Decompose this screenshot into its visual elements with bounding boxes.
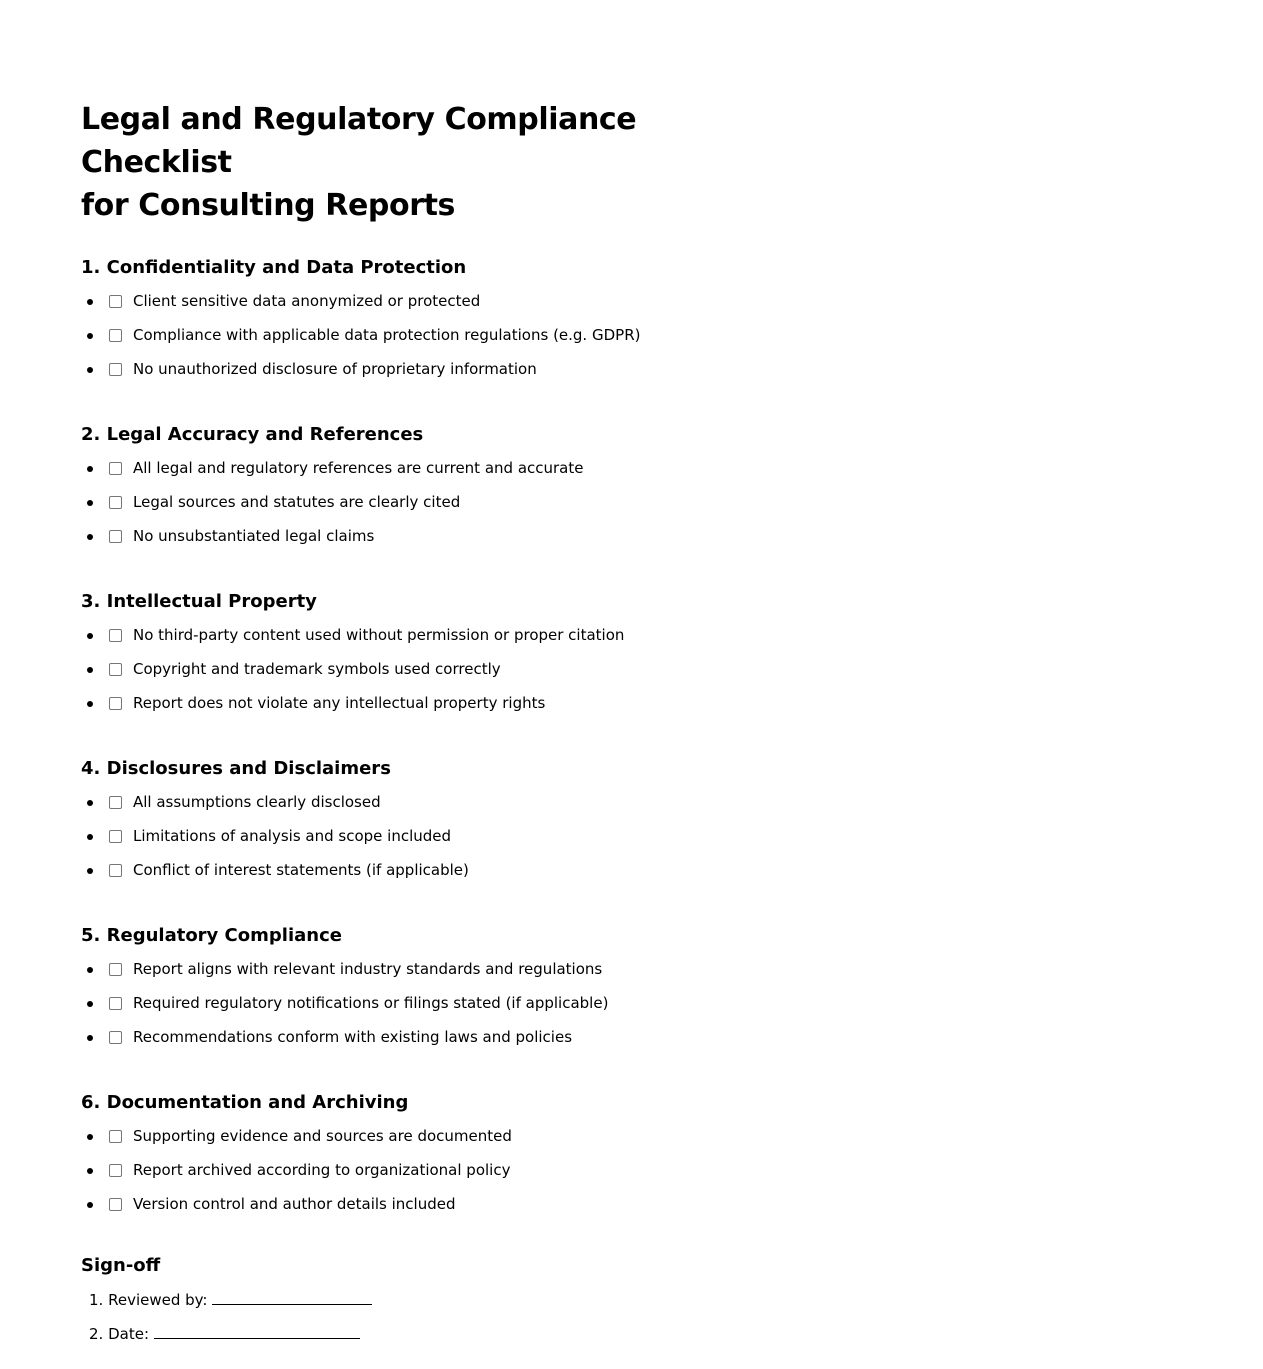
document <box>81 98 781 1354</box>
checklist-item-label: Required regulatory notifications or filings stated (if applicable) <box>133 994 609 1012</box>
checklist-item-label: Supporting evidence and sources are documented <box>133 1127 512 1145</box>
checklist-item <box>81 857 781 891</box>
bullet-icon <box>87 633 93 639</box>
bullet-icon <box>87 967 93 973</box>
bullet-icon <box>87 1134 93 1140</box>
checklist-item-label: Report aligns with relevant industry standards and regulations <box>133 960 603 978</box>
checklist-item-label: Copyright and trademark symbols used correctly <box>133 660 501 678</box>
bullet-icon <box>87 500 93 506</box>
checkbox[interactable] <box>109 629 122 642</box>
section-heading: 6. Documentation and Archiving <box>81 1092 409 1113</box>
checklist-item <box>81 656 781 690</box>
checkbox[interactable] <box>109 329 122 342</box>
checklist-section <box>81 756 781 891</box>
checklist-section <box>81 255 781 390</box>
signoff-heading: Sign-off <box>81 1255 161 1276</box>
bullet-icon <box>87 299 93 305</box>
checklist-item <box>81 356 781 390</box>
signoff-section <box>81 1253 781 1354</box>
checklist-item-label: Compliance with applicable data protection regulations (e.g. GDPR) <box>133 326 641 344</box>
checklist-item-label: No third-party content used without permission or proper citation <box>133 626 625 644</box>
checklist-item <box>81 622 781 656</box>
checklist-item <box>81 489 781 523</box>
bullet-icon <box>87 701 93 707</box>
checklist-item <box>81 789 781 823</box>
checklist-items <box>81 455 781 557</box>
bullet-icon <box>87 1035 93 1041</box>
signoff-list <box>81 1286 781 1354</box>
bullet-icon <box>87 534 93 540</box>
checklist-item-label: All legal and regulatory references are current and accurate <box>133 459 584 477</box>
checkbox[interactable] <box>109 295 122 308</box>
signoff-label: Reviewed by: <box>108 1291 208 1309</box>
section-heading: 3. Intellectual Property <box>81 591 317 612</box>
checkbox[interactable] <box>109 496 122 509</box>
checkbox[interactable] <box>109 963 122 976</box>
section-heading: 4. Disclosures and Disclaimers <box>81 758 391 779</box>
checklist-item-label: Conflict of interest statements (if applicable) <box>133 861 469 879</box>
checklist-item <box>81 322 781 356</box>
checkbox[interactable] <box>109 697 122 710</box>
checklist-item-label: Report archived according to organizational policy <box>133 1161 511 1179</box>
checklist-item-label: All assumptions clearly disclosed <box>133 793 381 811</box>
checklist-item <box>81 990 781 1024</box>
bullet-icon <box>87 834 93 840</box>
reviewed-by-blank-field[interactable] <box>212 1286 372 1305</box>
checklist-item-label: No unauthorized disclosure of proprietary information <box>133 360 537 378</box>
checklist-item <box>81 956 781 990</box>
checkbox[interactable] <box>109 1198 122 1211</box>
checkbox[interactable] <box>109 830 122 843</box>
checkbox[interactable] <box>109 864 122 877</box>
checklist-item-label: Limitations of analysis and scope included <box>133 827 452 845</box>
checkbox[interactable] <box>109 1164 122 1177</box>
checklist-section <box>81 589 781 724</box>
page-title-line-1: Legal and Regulatory Compliance Checklist <box>81 102 637 180</box>
section-heading: 5. Regulatory Compliance <box>81 925 342 946</box>
bullet-icon <box>87 1001 93 1007</box>
checklist-items <box>81 789 781 891</box>
signoff-date <box>81 1320 781 1354</box>
signoff-reviewed-by <box>81 1286 781 1320</box>
checklist-item-label: Recommendations conform with existing laws and policies <box>133 1028 573 1046</box>
checklist-section <box>81 923 781 1058</box>
checklist-item <box>81 288 781 322</box>
checklist-item-label: Version control and author details included <box>133 1195 456 1213</box>
page-title <box>81 98 781 227</box>
section-heading: 1. Confidentiality and Data Protection <box>81 257 467 278</box>
signoff-label: Date: <box>108 1325 149 1343</box>
checklist-item <box>81 1191 781 1225</box>
bullet-icon <box>87 333 93 339</box>
checklist-section <box>81 422 781 557</box>
bullet-icon <box>87 1168 93 1174</box>
checkbox[interactable] <box>109 796 122 809</box>
checklist-items <box>81 288 781 390</box>
checklist-section <box>81 1090 781 1225</box>
checkbox[interactable] <box>109 1130 122 1143</box>
checkbox[interactable] <box>109 462 122 475</box>
bullet-icon <box>87 800 93 806</box>
checklist-item <box>81 823 781 857</box>
checklist-item-label: No unsubstantiated legal claims <box>133 527 375 545</box>
bullet-icon <box>87 1202 93 1208</box>
bullet-icon <box>87 367 93 373</box>
checklist-item <box>81 455 781 489</box>
checklist-items <box>81 1123 781 1225</box>
checklist-items <box>81 622 781 724</box>
bullet-icon <box>87 868 93 874</box>
section-heading: 2. Legal Accuracy and References <box>81 424 424 445</box>
checklist-sections <box>81 255 781 1225</box>
checklist-item <box>81 1123 781 1157</box>
checkbox[interactable] <box>109 997 122 1010</box>
checklist-item <box>81 523 781 557</box>
checklist-item-label: Client sensitive data anonymized or protected <box>133 292 481 310</box>
checklist-items <box>81 956 781 1058</box>
checklist-item-label: Legal sources and statutes are clearly cited <box>133 493 461 511</box>
checkbox[interactable] <box>109 530 122 543</box>
signoff-number: 2. <box>89 1325 104 1343</box>
checkbox[interactable] <box>109 363 122 376</box>
checkbox[interactable] <box>109 1031 122 1044</box>
signoff-number: 1. <box>89 1291 104 1309</box>
date-blank-field[interactable] <box>154 1320 360 1339</box>
checklist-item-label: Report does not violate any intellectual property rights <box>133 694 546 712</box>
checklist-item <box>81 1157 781 1191</box>
checklist-item <box>81 1024 781 1058</box>
checklist-item <box>81 690 781 724</box>
page-title-line-2: for Consulting Reports <box>81 188 456 223</box>
bullet-icon <box>87 466 93 472</box>
checkbox[interactable] <box>109 663 122 676</box>
bullet-icon <box>87 667 93 673</box>
